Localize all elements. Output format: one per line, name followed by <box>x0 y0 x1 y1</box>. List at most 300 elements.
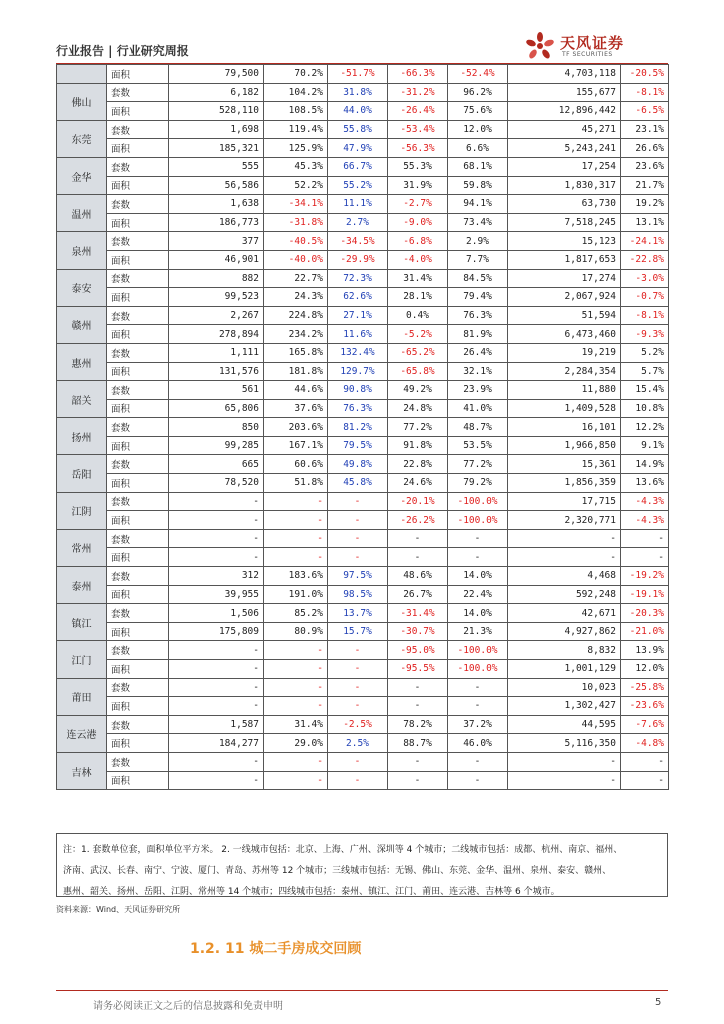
metric-cell: 面积 <box>107 399 169 418</box>
value-cell: -56.3% <box>388 139 448 158</box>
value-cell: 88.7% <box>388 734 448 753</box>
value-cell: 2,320,771 <box>508 511 621 530</box>
value-cell: -4.0% <box>388 250 448 269</box>
value-cell: - <box>264 641 328 660</box>
value-cell: 592,248 <box>508 585 621 604</box>
value-cell: 191.0% <box>264 585 328 604</box>
value-cell: -24.1% <box>621 232 669 251</box>
value-cell: -8.1% <box>621 83 669 102</box>
metric-cell: 面积 <box>107 176 169 195</box>
value-cell: 4,927,862 <box>508 622 621 641</box>
metric-cell: 套数 <box>107 567 169 586</box>
value-cell: 181.8% <box>264 362 328 381</box>
value-cell: 4,468 <box>508 567 621 586</box>
value-cell: 13.9% <box>621 641 669 660</box>
city-cell: 泰州 <box>57 567 107 604</box>
value-cell: 14.0% <box>448 567 508 586</box>
metric-cell: 套数 <box>107 269 169 288</box>
value-cell: -26.2% <box>388 511 448 530</box>
value-cell: 185,321 <box>169 139 264 158</box>
value-cell: 81.9% <box>448 325 508 344</box>
value-cell: - <box>621 529 669 548</box>
value-cell: 155,677 <box>508 83 621 102</box>
value-cell: - <box>264 529 328 548</box>
value-cell: 31.4% <box>388 269 448 288</box>
value-cell: 186,773 <box>169 213 264 232</box>
metric-cell: 套数 <box>107 343 169 362</box>
city-cell: 扬州 <box>57 418 107 455</box>
report-type: 行业报告 | 行业研究周报 <box>56 44 189 58</box>
value-cell: 665 <box>169 455 264 474</box>
value-cell: - <box>169 641 264 660</box>
metric-cell: 套数 <box>107 715 169 734</box>
value-cell: 81.2% <box>328 418 388 437</box>
value-cell: - <box>264 660 328 679</box>
table-row <box>57 306 669 325</box>
value-cell: 12.2% <box>621 418 669 437</box>
value-cell: 51.8% <box>264 474 328 493</box>
table-row <box>57 269 669 288</box>
metric-cell: 套数 <box>107 678 169 697</box>
city-cell: 常州 <box>57 529 107 566</box>
table-row <box>57 492 669 511</box>
value-cell: -23.6% <box>621 697 669 716</box>
value-cell: 79.2% <box>448 474 508 493</box>
value-cell: 77.2% <box>388 418 448 437</box>
value-cell: 66.7% <box>328 157 388 176</box>
table-row <box>57 157 669 176</box>
value-cell: 0.4% <box>388 306 448 325</box>
value-cell: -40.5% <box>264 232 328 251</box>
value-cell: - <box>169 752 264 771</box>
value-cell: - <box>448 771 508 790</box>
value-cell: 98.5% <box>328 585 388 604</box>
value-cell: 2.7% <box>328 213 388 232</box>
value-cell: -6.5% <box>621 102 669 121</box>
value-cell: - <box>448 697 508 716</box>
value-cell: 13.7% <box>328 604 388 623</box>
value-cell: 55.3% <box>388 157 448 176</box>
table-row <box>57 771 669 790</box>
logo-text-cn: 天风证券 <box>560 34 625 52</box>
value-cell: 70.2% <box>264 65 328 84</box>
value-cell: 55.8% <box>328 120 388 139</box>
table-row <box>57 83 669 102</box>
metric-cell: 套数 <box>107 306 169 325</box>
value-cell: 1,409,528 <box>508 399 621 418</box>
value-cell: 23.9% <box>448 381 508 400</box>
table-row <box>57 511 669 530</box>
value-cell: 19.2% <box>621 195 669 214</box>
value-cell: -52.4% <box>448 65 508 84</box>
metric-cell: 面积 <box>107 288 169 307</box>
value-cell: - <box>328 492 388 511</box>
table-row <box>57 65 669 84</box>
metric-cell: 套数 <box>107 195 169 214</box>
value-cell: 13.6% <box>621 474 669 493</box>
value-cell: 27.1% <box>328 306 388 325</box>
value-cell: 125.9% <box>264 139 328 158</box>
section-heading: 1.2. 11 城二手房成交回顾 <box>190 941 362 957</box>
value-cell: -34.5% <box>328 232 388 251</box>
value-cell: - <box>621 752 669 771</box>
table-row <box>57 474 669 493</box>
value-cell: - <box>621 548 669 567</box>
value-cell: 68.1% <box>448 157 508 176</box>
value-cell: 1,587 <box>169 715 264 734</box>
value-cell: -100.0% <box>448 660 508 679</box>
value-cell: 46.0% <box>448 734 508 753</box>
value-cell: - <box>448 678 508 697</box>
city-cell: 东莞 <box>57 120 107 157</box>
table-row <box>57 567 669 586</box>
value-cell: 24.6% <box>388 474 448 493</box>
value-cell: 37.6% <box>264 399 328 418</box>
table-row <box>57 325 669 344</box>
value-cell: 51,594 <box>508 306 621 325</box>
value-cell: 183.6% <box>264 567 328 586</box>
value-cell: - <box>448 529 508 548</box>
value-cell: - <box>169 678 264 697</box>
value-cell: 44,595 <box>508 715 621 734</box>
note-line-1: 注：1. 套数单位套，面积单位平方米。 2. 一线城市包括：北京、上海、广州、深圳等 4 个城市；二线城市包括：成都、杭州、南京、福州、 <box>63 845 623 855</box>
value-cell: -100.0% <box>448 511 508 530</box>
value-cell: 2,067,924 <box>508 288 621 307</box>
value-cell: -95.0% <box>388 641 448 660</box>
value-cell: 63,730 <box>508 195 621 214</box>
metric-cell: 套数 <box>107 418 169 437</box>
value-cell: - <box>508 548 621 567</box>
table-row <box>57 752 669 771</box>
value-cell: 17,254 <box>508 157 621 176</box>
value-cell: -20.3% <box>621 604 669 623</box>
value-cell: 94.1% <box>448 195 508 214</box>
value-cell: 5.2% <box>621 343 669 362</box>
table-row <box>57 250 669 269</box>
value-cell: 99,285 <box>169 436 264 455</box>
value-cell: -40.0% <box>264 250 328 269</box>
table-row <box>57 288 669 307</box>
table-row <box>57 529 669 548</box>
value-cell: 11,880 <box>508 381 621 400</box>
value-cell: 5.7% <box>621 362 669 381</box>
value-cell: 165.8% <box>264 343 328 362</box>
value-cell: - <box>169 548 264 567</box>
value-cell: 850 <box>169 418 264 437</box>
note-line-2: 济南、武汉、长春、南宁、宁波、厦门、青岛、苏州等 12 个城市；三线城市包括：无锡、佛山、东莞、金华、温州、泉州、泰安、赣州、 <box>63 866 612 876</box>
value-cell: 1,001,129 <box>508 660 621 679</box>
value-cell: - <box>169 511 264 530</box>
value-cell: - <box>508 529 621 548</box>
value-cell: 6,473,460 <box>508 325 621 344</box>
value-cell: 1,830,317 <box>508 176 621 195</box>
value-cell: 52.2% <box>264 176 328 195</box>
value-cell: - <box>448 548 508 567</box>
value-cell: 79.5% <box>328 436 388 455</box>
value-cell: - <box>169 660 264 679</box>
value-cell: 11.1% <box>328 195 388 214</box>
metric-cell: 面积 <box>107 548 169 567</box>
value-cell: 47.9% <box>328 139 388 158</box>
value-cell: -29.9% <box>328 250 388 269</box>
table-row <box>57 715 669 734</box>
value-cell: 6,182 <box>169 83 264 102</box>
value-cell: 23.1% <box>621 120 669 139</box>
value-cell: - <box>508 771 621 790</box>
metric-cell: 套数 <box>107 604 169 623</box>
value-cell: - <box>328 641 388 660</box>
value-cell: - <box>508 752 621 771</box>
metric-cell: 面积 <box>107 474 169 493</box>
value-cell: 7,518,245 <box>508 213 621 232</box>
value-cell: -53.4% <box>388 120 448 139</box>
city-cell: 江门 <box>57 641 107 678</box>
value-cell: -4.3% <box>621 492 669 511</box>
value-cell: 167.1% <box>264 436 328 455</box>
value-cell: - <box>328 752 388 771</box>
value-cell: 26.4% <box>448 343 508 362</box>
metric-cell: 面积 <box>107 697 169 716</box>
value-cell: 97.5% <box>328 567 388 586</box>
value-cell: 31.4% <box>264 715 328 734</box>
value-cell: -34.1% <box>264 195 328 214</box>
value-cell: 312 <box>169 567 264 586</box>
table-row <box>57 585 669 604</box>
value-cell: -100.0% <box>448 492 508 511</box>
value-cell: 12.0% <box>448 120 508 139</box>
value-cell: 561 <box>169 381 264 400</box>
value-cell: 104.2% <box>264 83 328 102</box>
table-row <box>57 678 669 697</box>
value-cell: -2.7% <box>388 195 448 214</box>
value-cell: 2,267 <box>169 306 264 325</box>
city-cell: 泉州 <box>57 232 107 269</box>
table-row <box>57 697 669 716</box>
table-row <box>57 436 669 455</box>
value-cell: -22.8% <box>621 250 669 269</box>
value-cell: - <box>328 511 388 530</box>
value-cell: - <box>448 752 508 771</box>
table-row <box>57 176 669 195</box>
value-cell: 10,023 <box>508 678 621 697</box>
value-cell: 528,110 <box>169 102 264 121</box>
value-cell: - <box>264 771 328 790</box>
value-cell: -8.1% <box>621 306 669 325</box>
city-cell: 佛山 <box>57 83 107 120</box>
metric-cell: 面积 <box>107 139 169 158</box>
value-cell: 11.6% <box>328 325 388 344</box>
table-row <box>57 343 669 362</box>
city-cell: 岳阳 <box>57 455 107 492</box>
value-cell: -2.5% <box>328 715 388 734</box>
table-row <box>57 213 669 232</box>
value-cell: 39,955 <box>169 585 264 604</box>
value-cell: 1,111 <box>169 343 264 362</box>
value-cell: 15,123 <box>508 232 621 251</box>
table-row <box>57 734 669 753</box>
footer-disclaimer: 请务必阅读正文之后的信息披露和免责申明 <box>93 1001 283 1012</box>
value-cell: 76.3% <box>328 399 388 418</box>
value-cell: 46,901 <box>169 250 264 269</box>
logo-text-en: TF SECURITIES <box>562 51 613 58</box>
table-row <box>57 622 669 641</box>
metric-cell: 套数 <box>107 752 169 771</box>
value-cell: 14.0% <box>448 604 508 623</box>
value-cell: -19.2% <box>621 567 669 586</box>
value-cell: 377 <box>169 232 264 251</box>
value-cell: 28.1% <box>388 288 448 307</box>
value-cell: 882 <box>169 269 264 288</box>
value-cell: -20.1% <box>388 492 448 511</box>
value-cell: 203.6% <box>264 418 328 437</box>
value-cell: 26.6% <box>621 139 669 158</box>
value-cell: 14.9% <box>621 455 669 474</box>
value-cell: 42,671 <box>508 604 621 623</box>
value-cell: 26.7% <box>388 585 448 604</box>
value-cell: 73.4% <box>448 213 508 232</box>
city-cell <box>57 65 107 84</box>
value-cell: -31.2% <box>388 83 448 102</box>
value-cell: -20.5% <box>621 65 669 84</box>
table-note <box>56 833 668 897</box>
value-cell: 129.7% <box>328 362 388 381</box>
city-cell: 赣州 <box>57 306 107 343</box>
value-cell: 53.5% <box>448 436 508 455</box>
city-cell: 江阴 <box>57 492 107 529</box>
value-cell: - <box>328 529 388 548</box>
value-cell: - <box>328 660 388 679</box>
table-row <box>57 660 669 679</box>
value-cell: -19.1% <box>621 585 669 604</box>
city-cell: 韶关 <box>57 381 107 418</box>
value-cell: 78,520 <box>169 474 264 493</box>
value-cell: -4.8% <box>621 734 669 753</box>
value-cell: 2,284,354 <box>508 362 621 381</box>
value-cell: 4,703,118 <box>508 65 621 84</box>
value-cell: -51.7% <box>328 65 388 84</box>
value-cell: 7.7% <box>448 250 508 269</box>
value-cell: -95.5% <box>388 660 448 679</box>
value-cell: 91.8% <box>388 436 448 455</box>
city-cell: 连云港 <box>57 715 107 752</box>
value-cell: - <box>264 511 328 530</box>
value-cell: - <box>328 548 388 567</box>
value-cell: - <box>169 529 264 548</box>
value-cell: 9.1% <box>621 436 669 455</box>
value-cell: 60.6% <box>264 455 328 474</box>
note-line-3: 惠州、韶关、扬州、岳阳、江阴、常州等 14 个城市；四线城市包括：泰州、镇江、江门、莆田、连云港、吉林等 6 个城市。 <box>63 887 560 897</box>
value-cell: 31.8% <box>328 83 388 102</box>
metric-cell: 面积 <box>107 65 169 84</box>
page-number: 5 <box>655 997 662 1008</box>
value-cell: 72.3% <box>328 269 388 288</box>
value-cell: 44.6% <box>264 381 328 400</box>
value-cell: 24.3% <box>264 288 328 307</box>
city-cell: 莆田 <box>57 678 107 715</box>
table-row <box>57 641 669 660</box>
city-cell: 金华 <box>57 157 107 194</box>
value-cell: - <box>328 697 388 716</box>
metric-cell: 套数 <box>107 641 169 660</box>
value-cell: 37.2% <box>448 715 508 734</box>
table-row <box>57 232 669 251</box>
value-cell: -65.8% <box>388 362 448 381</box>
value-cell: 62.6% <box>328 288 388 307</box>
value-cell: 15,361 <box>508 455 621 474</box>
table-row <box>57 548 669 567</box>
value-cell: -7.6% <box>621 715 669 734</box>
value-cell: - <box>388 548 448 567</box>
transaction-table <box>56 64 669 790</box>
value-cell: -65.2% <box>388 343 448 362</box>
logo-flower-icon <box>524 32 556 60</box>
value-cell: 56,586 <box>169 176 264 195</box>
value-cell: 1,506 <box>169 604 264 623</box>
value-cell: 22.4% <box>448 585 508 604</box>
table-row <box>57 455 669 474</box>
metric-cell: 面积 <box>107 436 169 455</box>
value-cell: -26.4% <box>388 102 448 121</box>
metric-cell: 面积 <box>107 771 169 790</box>
table-row <box>57 418 669 437</box>
value-cell: 48.7% <box>448 418 508 437</box>
value-cell: 13.1% <box>621 213 669 232</box>
value-cell: 6.6% <box>448 139 508 158</box>
value-cell: 31.9% <box>388 176 448 195</box>
value-cell: - <box>328 678 388 697</box>
value-cell: -21.0% <box>621 622 669 641</box>
value-cell: 555 <box>169 157 264 176</box>
value-cell: -3.0% <box>621 269 669 288</box>
value-cell: 22.7% <box>264 269 328 288</box>
value-cell: - <box>388 678 448 697</box>
value-cell: 8,832 <box>508 641 621 660</box>
value-cell: -100.0% <box>448 641 508 660</box>
table-row <box>57 120 669 139</box>
city-cell: 吉林 <box>57 752 107 789</box>
value-cell: 175,809 <box>169 622 264 641</box>
value-cell: -9.0% <box>388 213 448 232</box>
value-cell: 119.4% <box>264 120 328 139</box>
value-cell: 75.6% <box>448 102 508 121</box>
table-row <box>57 381 669 400</box>
value-cell: -66.3% <box>388 65 448 84</box>
value-cell: 184,277 <box>169 734 264 753</box>
metric-cell: 面积 <box>107 102 169 121</box>
value-cell: - <box>264 752 328 771</box>
city-cell: 惠州 <box>57 343 107 380</box>
value-cell: -5.2% <box>388 325 448 344</box>
value-cell: - <box>169 492 264 511</box>
value-cell: -0.7% <box>621 288 669 307</box>
metric-cell: 面积 <box>107 622 169 641</box>
value-cell: 45.8% <box>328 474 388 493</box>
value-cell: -30.7% <box>388 622 448 641</box>
value-cell: 16,101 <box>508 418 621 437</box>
table-row <box>57 399 669 418</box>
company-logo <box>518 30 668 62</box>
value-cell: - <box>169 771 264 790</box>
value-cell: 96.2% <box>448 83 508 102</box>
value-cell: - <box>388 529 448 548</box>
value-cell: 65,806 <box>169 399 264 418</box>
metric-cell: 面积 <box>107 250 169 269</box>
value-cell: 48.6% <box>388 567 448 586</box>
page-header <box>56 30 668 62</box>
value-cell: 59.8% <box>448 176 508 195</box>
value-cell: - <box>264 548 328 567</box>
value-cell: 99,523 <box>169 288 264 307</box>
